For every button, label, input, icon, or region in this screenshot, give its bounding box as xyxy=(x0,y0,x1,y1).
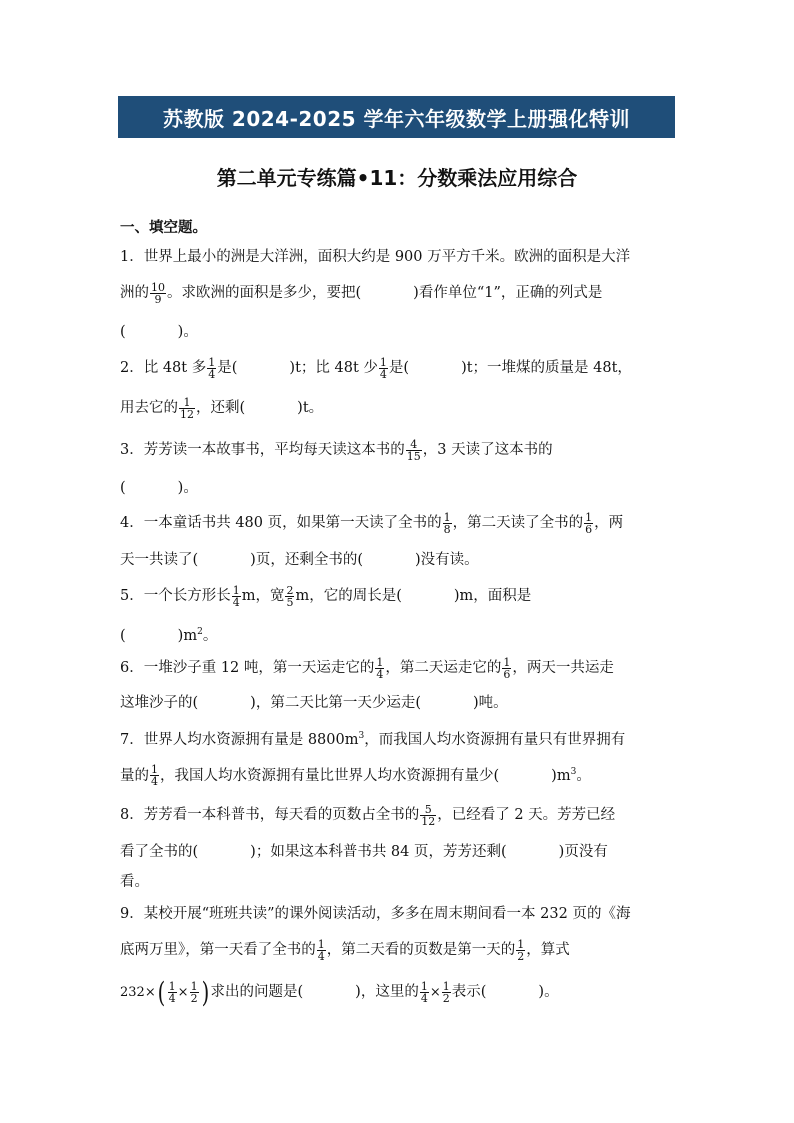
question-1-line-3: ( )。 xyxy=(120,324,198,340)
question-3-line-2: ( )。 xyxy=(120,480,198,496)
question-2-line-1: 2．比 48t 多 $\frac{1}{4}$ 是( )t；比 48t 少 $\frac{1}{4}$ 是( )t；一堆煤的质量是 48t， xyxy=(120,355,632,381)
question-4-line-2: 天一共读了( )页，还剩全书的( )没有读。 xyxy=(120,552,479,568)
page-subtitle: 第二单元专练篇•11：分数乘法应用综合 xyxy=(216,166,578,190)
question-9-line-3: 232×( $\frac{1}{4}$ × $\frac{1}{2}$ ) 求出的问题是( )，这里的 $\frac{1}{4}$ × $\frac{1}{2}$ 表示( )。 xyxy=(120,975,559,1009)
question-7-line-1: 7．世界人均水资源拥有量是 $8800m^3$，而我国人均水资源拥有量只有世界拥有 xyxy=(120,731,626,748)
section-heading: 一、填空题。 xyxy=(120,220,207,236)
question-1-line-2: 洲的 $\frac{10}{9}$ 。求欧洲的面积是多少，要把( )看作单位“1”，正确的列式是 xyxy=(120,280,603,306)
question-6-line-1: 6．一堆沙子重 12 吨，第一天运走它的 $\frac{1}{4}$ ，第二天运走它的 $\frac{1}{6}$ ，两天一共运走 xyxy=(120,655,614,681)
question-8-line-1: 8．芳芳看一本科普书，每天看的页数占全书的 $\frac{5}{12}$ ，已经看了 2 天。芳芳已经 xyxy=(120,802,616,828)
question-5-line-1: 5．一个长方形长 $\frac{1}{4}$ m，宽 $\frac{2}{5}$ m，它的周长是( )m，面积是 xyxy=(120,583,532,609)
question-4-line-1: 4．一本童话书共 480 页，如果第一天读了全书的 $\frac{1}{8}$ ，第二天读了全书的 $\frac{1}{6}$ ，两 xyxy=(120,510,624,536)
question-5-line-2: ( )$m^2$。 xyxy=(120,627,218,644)
title-banner xyxy=(118,96,675,138)
question-1-line-1: 1．世界上最小的洲是大洋洲，面积大约是 900 万平方千米。欧洲的面积是大洋 xyxy=(120,249,631,265)
fraction: $\frac{10}{9}$ xyxy=(151,280,165,306)
question-9-line-2: 底两万里》，第一天看了全书的 $\frac{1}{4}$ ，第二天看的页数是第一天的 $\frac{1}{2}$ ，算式 xyxy=(120,937,570,963)
question-3-line-1: 3．芳芳读一本故事书，平均每天读这本书的 $\frac{4}{15}$ ，3 天读了这本书的 xyxy=(120,437,553,463)
question-8-line-3: 看。 xyxy=(120,874,149,890)
question-8-line-2: 看了全书的( )；如果这本科普书共 84 页，芳芳还剩( )页没有 xyxy=(120,844,608,860)
page-title: 苏教版 2024-2025 学年六年级数学上册强化特训 xyxy=(162,106,631,131)
question-2-line-2: 用去它的 $\frac{1}{12}$ ，还剩( )t。 xyxy=(120,395,324,421)
question-9-line-1: 9．某校开展“班班共读”的课外阅读活动，多多在周末期间看一本 232 页的《海 xyxy=(120,906,631,922)
question-6-line-2: 这堆沙子的( )，第二天比第一天少运走( )吨。 xyxy=(120,695,508,711)
question-7-line-2: 量的 $\frac{1}{4}$ ，我国人均水资源拥有量比世界人均水资源拥有量少( )$m^3$。 xyxy=(120,763,591,789)
